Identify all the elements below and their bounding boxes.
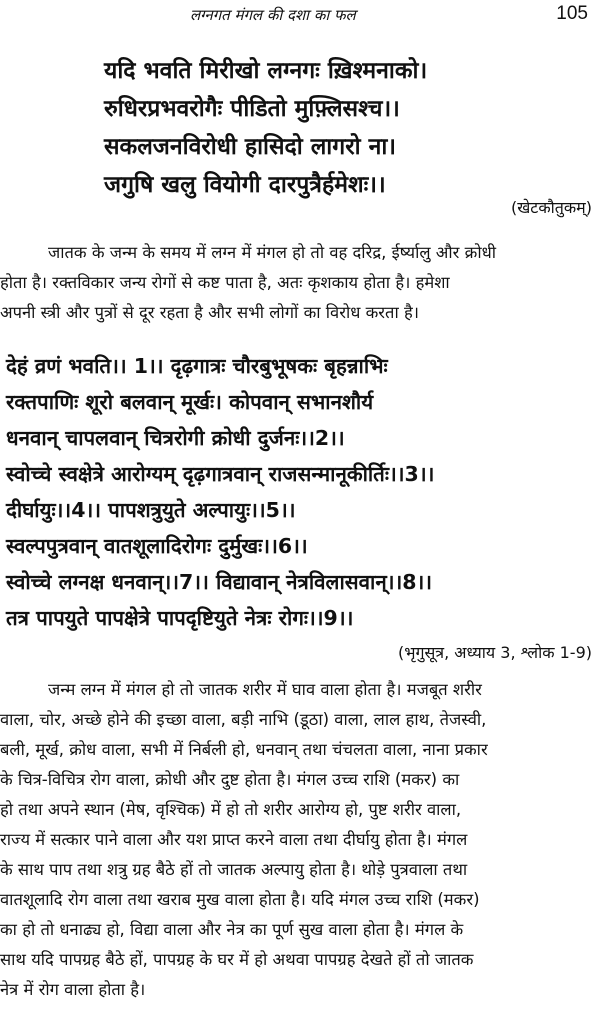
- paragraph-line: होता है। रक्तविकार जन्य रोगों से कष्ट पाता है, अतः कृशकाय होता है। हमेशा: [0, 273, 450, 292]
- paragraph-line: के साथ पाप तथा शत्रु ग्रह बैठे हों तो जातक अल्पायु होता है। थोड़े पुत्रवाला तथा: [0, 860, 468, 879]
- verse-block-2: [0, 348, 600, 636]
- running-title: लग्नगत मंगल की दशा का फल: [190, 6, 356, 24]
- verse-source-2: (भृगुसूत्र, अध्याय 3, श्लोक 1-9): [397, 643, 592, 662]
- paragraph-line: बली, मूर्ख, क्रोध वाला, सभी में निर्बली हो, धनवान् तथा चंचलता वाला, नाना प्रकार: [0, 740, 488, 759]
- paragraph-line: जन्म लग्न में मंगल हो तो जातक शरीर में घाव वाला होता है। मजबूत शरीर: [48, 680, 482, 699]
- verse-line: तत्र पापयुते पापक्षेत्रे पापदृष्टियुते नेत्रः रोगः।।9।।: [6, 606, 354, 630]
- verse-line: देहं व्रणं भवति।। 1।। दृढ़गात्रः चौरबुभूषकः बृहन्नाभिः: [6, 354, 388, 378]
- paragraph-line: नेत्र में रोग वाला होता है।: [0, 980, 146, 999]
- page-header: [0, 3, 600, 31]
- paragraph-1: [0, 238, 588, 328]
- paragraph-line: साथ यदि पापग्रह बैठे हों, पापग्रह के घर में हो अथवा पापग्रह देखते हों तो जातक: [0, 950, 474, 969]
- verse-line: यदि भवति मिरीखो लग्नगः ख़िश्मनाको।: [104, 58, 428, 84]
- verse-line: धनवान् चापलवान् चित्ररोगी क्रोधी दुर्जनः।।2।।: [6, 426, 345, 450]
- verse-line: स्वोच्चे लग्नक्ष धनवान्।।7।। विद्यावान् नेत्रविलासवान्।।8।।: [6, 570, 433, 594]
- paragraph-line: जातक के जन्म के समय में लग्न में मंगल हो तो वह दरिद्र, ईर्ष्यालु और क्रोधी: [48, 243, 497, 262]
- verse-line: स्वल्पपुत्रवान् वातशूलादिरोगः दुर्मुखः।।6।।: [6, 534, 308, 558]
- verse-line: स्वोच्चे स्वक्षेत्रे आरोग्यम् दृढ़गात्रवान् राजसन्मानूकीर्तिः।।3।।: [6, 462, 435, 486]
- verse-line: जगुषि खलु वियोगी दारपुत्रैर्हमेशः।।: [104, 172, 386, 198]
- verse-source-1: (खेटकौतुकम्): [510, 198, 592, 217]
- paragraph-line: राज्य में सत्कार पाने वाला और यश प्राप्त करने वाला तथा दीर्घायु होता है। मंगल: [0, 830, 468, 849]
- verse-line: सकलजनविरोधी हासिदो लागरो ना।: [104, 134, 397, 160]
- verse-line: रुधिरप्रभवरोगैः पीडितो मुफ़्लिसश्च।।: [104, 96, 400, 122]
- verse-block-1: [0, 52, 600, 204]
- page-number: 105: [556, 3, 588, 24]
- paragraph-line: वातशूलादि रोग वाला तथा खराब मुख वाला होता है। यदि मंगल उच्च राशि (मकर): [0, 890, 480, 909]
- verse-line: रक्तपाणिः शूरो बलवान् मूर्खः। कोपवान् सभानशौर्य: [6, 390, 374, 414]
- paragraph-line: वाला, चोर, अच्छे होने की इच्छा वाला, बड़ी नाभि (डूठा) वाला, लाल हाथ, तेजस्वी,: [0, 710, 487, 729]
- verse-line: दीर्घायुः।।4।। पापशत्रुयुते अल्पायुः।।5।।: [6, 498, 296, 522]
- paragraph-2: [0, 675, 588, 1005]
- paragraph-line: हो तथा अपने स्थान (मेष, वृश्चिक) में हो तो शरीर आरोग्य हो, पुष्ट शरीर वाला,: [0, 800, 462, 819]
- paragraph-line: अपनी स्त्री और पुत्रों से दूर रहता है और सभी लोगों का विरोध करता है।: [0, 303, 419, 322]
- paragraph-line: के चित्र-विचित्र रोग वाला, क्रोधी और दुष्ट होता है। मंगल उच्च राशि (मकर) का: [0, 770, 460, 789]
- paragraph-line: का हो तो धनाढ्य हो, विद्या वाला और नेत्र का पूर्ण सुख वाला होता है। मंगल के: [0, 920, 464, 939]
